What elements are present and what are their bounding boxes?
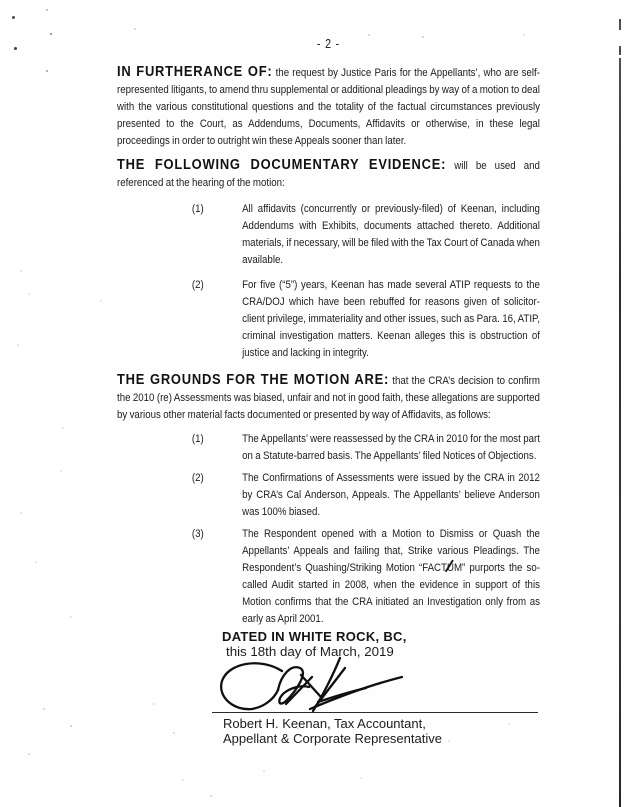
scan-speck (46, 9, 48, 11)
scan-speck (12, 16, 15, 19)
item-number: (3) (191, 528, 204, 540)
scan-speck (50, 33, 52, 35)
grounds-item-3 (117, 526, 540, 628)
scan-speck (35, 561, 37, 563)
scan-speck (210, 795, 212, 797)
signatory-name: Robert H. Keenan, Tax Accountant, (223, 716, 426, 731)
section-grounds-body: that the CRA’s decision to confirm the 2010 (re) Assessments was biased, unfair and not in good faith, these allegations are supported by various other material facts documented or presented by way of Affidavits, as follows: (117, 375, 540, 421)
section-furtherance-body: the request by Justice Paris for the Appellants’, who are self-represented litigants, to amend thru supplemental or additional pleadings by way of a motion to deal with the various constitutional questions and the totality of the factual circumstances previously presented to the Court, as Addendums, Documents, Affidavits or otherwise, in these legal proceedings in order to outright win these Appeals sooner than later. (117, 67, 540, 147)
scan-speck (20, 270, 22, 272)
signature-line (212, 712, 538, 713)
section-grounds (117, 371, 540, 424)
item-text: The Respondent opened with a Motion to Dismiss or Quash the Appellants’ Appeals and failing that, Strike various Pleadings. The Respondent’s Quashing/Striking Motion “FACTUM” purports the so-called Audit started in 2008, when the evidence in support of this Motion confirms that the CRA initiated an Investigation only from as early as April 2001. (242, 528, 540, 625)
scan-speck (60, 470, 62, 472)
item-number: (2) (191, 279, 204, 291)
section-grounds-heading: THE GROUNDS FOR THE MOTION ARE: (117, 371, 390, 388)
section-evidence-heading: THE FOLLOWING DOCUMENTARY EVIDENCE: (117, 156, 447, 173)
scan-speck (17, 344, 19, 346)
page-number: - 2 - (316, 37, 341, 51)
text-block (117, 0, 540, 746)
scan-speck (14, 47, 17, 50)
signatory-role: Appellant & Corporate Representative (223, 731, 442, 746)
section-evidence-body: will be used and referenced at the hearing of the motion: (117, 160, 540, 189)
item-text: For five (“5”) years, Keenan has made several ATIP requests to the CRA/DOJ which have been rebuffed for reasons given of solicitor-client privilege, immateriality and other issues, such as Para. 16, ATIP, criminal investigation matters. Keenan alleges this is obstruction of justice and lacking in integrity. (242, 279, 540, 359)
item-text: The Appellants’ were reassessed by the CRA in 2010 for the most part on a Statute-barred basis. The Appellants’ filed Notices of Objections. (242, 433, 540, 462)
signature-caption (223, 716, 540, 746)
body-text (117, 36, 540, 628)
scan-speck (70, 725, 72, 727)
scan-edge-dash (619, 46, 621, 55)
scan-speck (20, 512, 22, 514)
scan-speck (100, 300, 102, 302)
section-furtherance (117, 63, 540, 150)
scan-speck (28, 753, 30, 755)
item-text: The Confirmations of Assessments were issued by the CRA in 2012 by CRA’s Cal Anderson, Appeals. The Appellants’ believe Anderson was 100% biased. (242, 472, 540, 518)
scan-speck (360, 777, 362, 779)
section-evidence (117, 156, 540, 192)
grounds-item-1 (117, 431, 540, 465)
scan-speck (263, 770, 265, 772)
dateline-date: this 18th day of March, 2019 (226, 644, 394, 659)
scan-speck (70, 616, 72, 618)
signature-scribble (212, 655, 412, 715)
dateline-place: DATED IN WHITE ROCK, BC, (222, 629, 407, 644)
scan-speck (182, 779, 184, 781)
item-number: (2) (191, 472, 204, 484)
scan-speck (62, 427, 64, 429)
item-number: (1) (191, 203, 204, 215)
section-furtherance-heading: IN FURTHERANCE OF: (117, 63, 273, 80)
signature-block (117, 659, 540, 713)
grounds-item-2 (117, 470, 540, 521)
scan-speck (46, 70, 48, 72)
item-text: All affidavits (concurrently or previously-filed) of Keenan, including Addendums with Exhibits, documents attached thereto. Additional materials, if necessary, will be filed with the Tax Court of Canada when available. (242, 203, 540, 266)
scan-edge-dash (619, 19, 621, 30)
scan-speck (28, 293, 30, 295)
evidence-item-2 (117, 277, 540, 362)
evidence-item-1 (117, 201, 540, 269)
item-number: (1) (191, 433, 204, 445)
scan-speck (43, 708, 45, 710)
scan-edge-line (619, 58, 621, 807)
